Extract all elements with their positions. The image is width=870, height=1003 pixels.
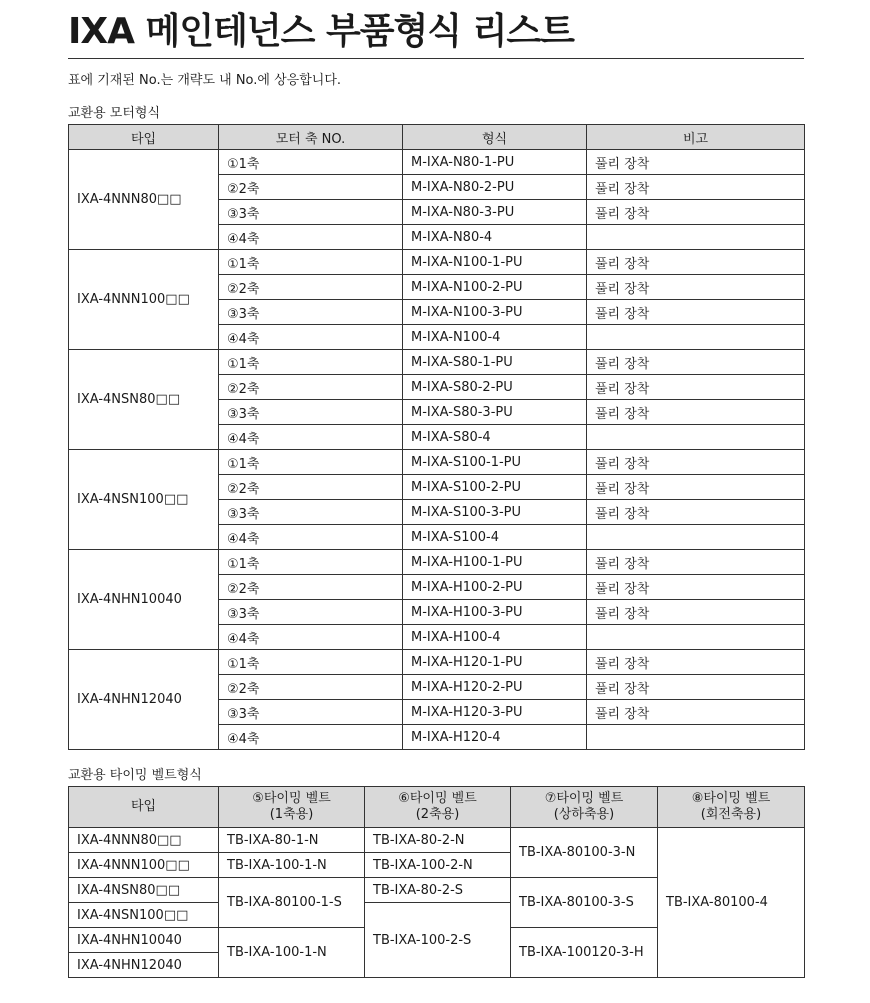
belt-type-cell: IXA-4NHN12040 <box>69 953 219 978</box>
remarks-cell: 풀리 장착 <box>587 500 805 525</box>
motor-type-cell: IXA-4NHN10040 <box>69 550 219 650</box>
axis-cell: ③3축 <box>219 600 403 625</box>
model-cell: M-IXA-S100-2-PU <box>403 475 587 500</box>
belt-type-cell: IXA-4NSN80□□ <box>69 878 219 903</box>
axis-cell: ②2축 <box>219 375 403 400</box>
axis-cell: ②2축 <box>219 575 403 600</box>
model-cell: M-IXA-H100-2-PU <box>403 575 587 600</box>
axis-cell: ④4축 <box>219 425 403 450</box>
table-row <box>69 650 805 675</box>
motor-table <box>68 124 805 750</box>
remarks-cell <box>587 625 805 650</box>
model-cell: M-IXA-H120-2-PU <box>403 675 587 700</box>
model-cell: M-IXA-N100-3-PU <box>403 300 587 325</box>
header-belt-1-name: ⑤타이밍 벨트 <box>252 791 331 806</box>
remarks-cell: 풀리 장착 <box>587 575 805 600</box>
axis-cell: ④4축 <box>219 625 403 650</box>
belt-2-cell: TB-IXA-100-2-N <box>365 853 511 878</box>
axis-cell: ①1축 <box>219 250 403 275</box>
remarks-cell <box>587 225 805 250</box>
table-row <box>69 450 805 475</box>
remarks-cell: 풀리 장착 <box>587 350 805 375</box>
motor-type-cell: IXA-4NNN80□□ <box>69 150 219 250</box>
belt-type-cell: IXA-4NSN100□□ <box>69 903 219 928</box>
belt-type-cell: IXA-4NNN80□□ <box>69 828 219 853</box>
model-cell: M-IXA-S100-1-PU <box>403 450 587 475</box>
model-cell: M-IXA-H120-3-PU <box>403 700 587 725</box>
remarks-cell: 풀리 장착 <box>587 450 805 475</box>
model-cell: M-IXA-S80-4 <box>403 425 587 450</box>
axis-cell: ③3축 <box>219 500 403 525</box>
remarks-cell: 풀리 장착 <box>587 475 805 500</box>
header-belt-4-name: ⑧타이밍 벨트 <box>691 791 771 806</box>
model-cell: M-IXA-H100-3-PU <box>403 600 587 625</box>
model-cell: M-IXA-N80-3-PU <box>403 200 587 225</box>
remarks-cell: 풀리 장착 <box>587 675 805 700</box>
belt-2-cell: TB-IXA-80-2-S <box>365 878 511 903</box>
belt-2-cell: TB-IXA-80-2-N <box>365 828 511 853</box>
model-cell: M-IXA-N100-1-PU <box>403 250 587 275</box>
table-row <box>69 250 805 275</box>
model-cell: M-IXA-S80-2-PU <box>403 375 587 400</box>
header-model: 형식 <box>403 125 587 150</box>
belt-3-cell: TB-IXA-80100-3-S <box>511 878 658 928</box>
model-cell: M-IXA-H120-1-PU <box>403 650 587 675</box>
axis-cell: ②2축 <box>219 175 403 200</box>
header-belt-2-use: (2축용) <box>415 807 460 822</box>
belt-4-cell: TB-IXA-80100-4 <box>658 828 805 978</box>
model-cell: M-IXA-N100-2-PU <box>403 275 587 300</box>
motor-type-cell: IXA-4NSN100□□ <box>69 450 219 550</box>
table-row <box>69 350 805 375</box>
header-type: 타입 <box>69 787 219 828</box>
model-cell: M-IXA-N80-2-PU <box>403 175 587 200</box>
remarks-cell: 풀리 장착 <box>587 400 805 425</box>
model-cell: M-IXA-H100-1-PU <box>403 550 587 575</box>
model-cell: M-IXA-H100-4 <box>403 625 587 650</box>
remarks-cell <box>587 725 805 750</box>
header-axis: 모터 축 NO. <box>219 125 403 150</box>
axis-cell: ①1축 <box>219 550 403 575</box>
page-title: IXA 메인테넌스 부품형식 리스트 <box>68 11 574 52</box>
model-cell: M-IXA-S80-1-PU <box>403 350 587 375</box>
header-belt-3 <box>511 787 658 828</box>
axis-cell: ③3축 <box>219 300 403 325</box>
axis-cell: ②2축 <box>219 275 403 300</box>
title-divider <box>68 58 804 59</box>
header-belt-4 <box>658 787 805 828</box>
motor-type-cell: IXA-4NHN12040 <box>69 650 219 750</box>
motor-type-cell: IXA-4NNN100□□ <box>69 250 219 350</box>
motor-section-heading: 교환용 모터형식 <box>68 106 161 121</box>
axis-cell: ①1축 <box>219 450 403 475</box>
remarks-cell <box>587 525 805 550</box>
table-row <box>69 550 805 575</box>
remarks-cell: 풀리 장착 <box>587 175 805 200</box>
remarks-cell: 풀리 장착 <box>587 700 805 725</box>
header-type: 타입 <box>69 125 219 150</box>
belt-table <box>68 786 805 978</box>
remarks-cell: 풀리 장착 <box>587 550 805 575</box>
axis-cell: ①1축 <box>219 150 403 175</box>
belt-section-heading: 교환용 타이밍 벨트형식 <box>68 768 202 783</box>
belt-2-cell: TB-IXA-100-2-S <box>365 903 511 978</box>
model-cell: M-IXA-S100-3-PU <box>403 500 587 525</box>
belt-1-cell: TB-IXA-100-1-N <box>219 853 365 878</box>
table-row <box>69 150 805 175</box>
belt-1-cell: TB-IXA-80-1-N <box>219 828 365 853</box>
motor-type-cell: IXA-4NSN80□□ <box>69 350 219 450</box>
header-belt-2 <box>365 787 511 828</box>
remarks-cell <box>587 325 805 350</box>
header-belt-1 <box>219 787 365 828</box>
belt-3-cell: TB-IXA-100120-3-H <box>511 928 658 978</box>
model-cell: M-IXA-H120-4 <box>403 725 587 750</box>
axis-cell: ③3축 <box>219 700 403 725</box>
model-cell: M-IXA-S80-3-PU <box>403 400 587 425</box>
model-cell: M-IXA-N100-4 <box>403 325 587 350</box>
header-belt-3-name: ⑦타이밍 벨트 <box>544 791 624 806</box>
belt-type-cell: IXA-4NHN10040 <box>69 928 219 953</box>
belt-1-cell: TB-IXA-80100-1-S <box>219 878 365 928</box>
model-cell: M-IXA-S100-4 <box>403 525 587 550</box>
model-cell: M-IXA-N80-4 <box>403 225 587 250</box>
axis-cell: ①1축 <box>219 650 403 675</box>
header-belt-2-name: ⑥타이밍 벨트 <box>398 791 477 806</box>
remarks-cell: 풀리 장착 <box>587 600 805 625</box>
axis-cell: ④4축 <box>219 725 403 750</box>
remarks-cell: 풀리 장착 <box>587 200 805 225</box>
header-belt-4-use: (회전축용) <box>700 807 762 822</box>
header-belt-3-use: (상하축용) <box>553 807 615 822</box>
remarks-cell: 풀리 장착 <box>587 300 805 325</box>
axis-cell: ④4축 <box>219 225 403 250</box>
axis-cell: ③3축 <box>219 200 403 225</box>
remarks-cell: 풀리 장착 <box>587 150 805 175</box>
remarks-cell <box>587 425 805 450</box>
intro-note: 표에 기재된 No.는 개략도 내 No.에 상응합니다. <box>68 73 342 88</box>
belt-1-cell: TB-IXA-100-1-N <box>219 928 365 978</box>
axis-cell: ④4축 <box>219 525 403 550</box>
belt-3-cell: TB-IXA-80100-3-N <box>511 828 658 878</box>
axis-cell: ①1축 <box>219 350 403 375</box>
axis-cell: ③3축 <box>219 400 403 425</box>
header-remarks: 비고 <box>587 125 805 150</box>
model-cell: M-IXA-N80-1-PU <box>403 150 587 175</box>
belt-type-cell: IXA-4NNN100□□ <box>69 853 219 878</box>
remarks-cell: 풀리 장착 <box>587 375 805 400</box>
axis-cell: ②2축 <box>219 675 403 700</box>
remarks-cell: 풀리 장착 <box>587 250 805 275</box>
remarks-cell: 풀리 장착 <box>587 650 805 675</box>
axis-cell: ④4축 <box>219 325 403 350</box>
axis-cell: ②2축 <box>219 475 403 500</box>
header-belt-1-use: (1축용) <box>269 807 314 822</box>
remarks-cell: 풀리 장착 <box>587 275 805 300</box>
